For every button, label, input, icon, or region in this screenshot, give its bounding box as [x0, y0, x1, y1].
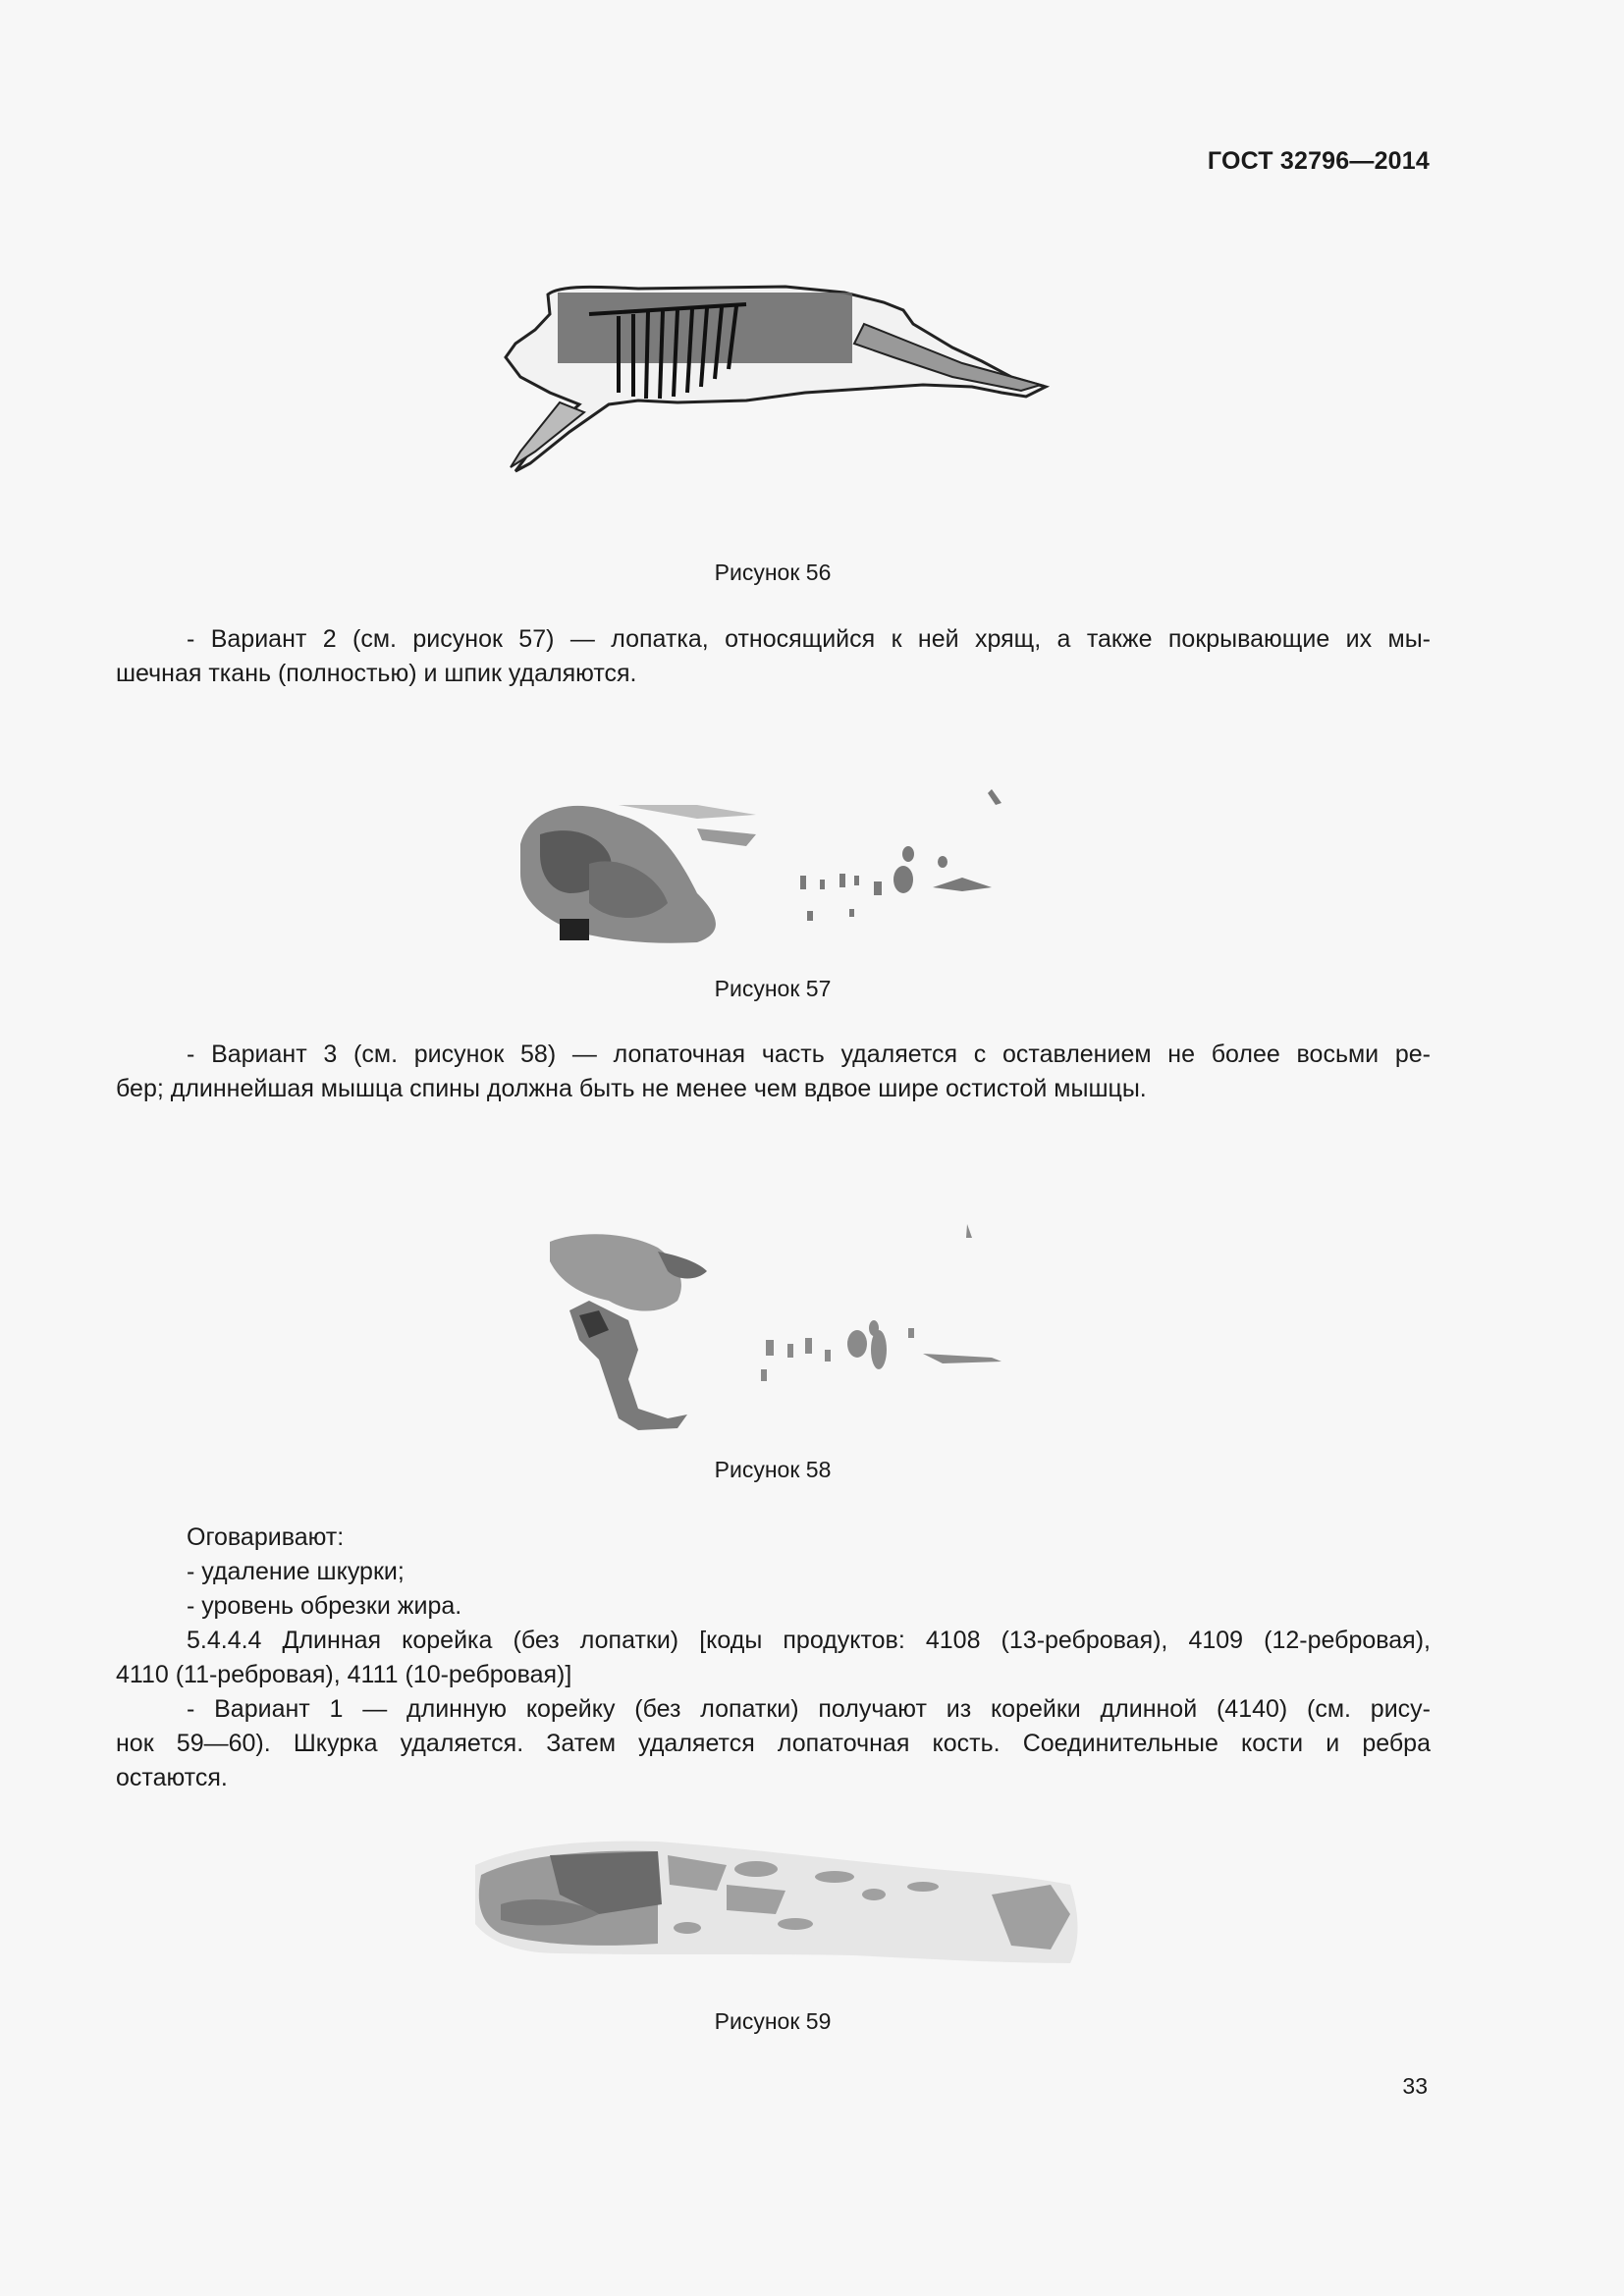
- figure-56-caption: Рисунок 56: [714, 560, 832, 585]
- figure-59-cut-image: [461, 1826, 1090, 1983]
- standard-header: ГОСТ 32796—2014: [1207, 147, 1430, 175]
- variant-1-line-3: остаются.: [116, 1764, 228, 1791]
- figure-57-cut-image: [501, 785, 1011, 952]
- page-number: 33: [1402, 2073, 1428, 2099]
- agreed-intro: Оговаривают:: [187, 1523, 345, 1551]
- variant-1-line-2: нок 59—60). Шкурка удаляется. Затем удаляется лопаточная кость. Соединительные кости и ребра: [116, 1730, 1431, 1757]
- figure-56-carcass-diagram: [491, 275, 1060, 481]
- section-5-4-4-4: [116, 1624, 1431, 1692]
- paragraph-variant-2: [116, 622, 1431, 691]
- variant-1-line-1: - Вариант 1 — длинную корейку (без лопатки) получают из корейки длинной (4140) (см. рису-: [187, 1695, 1431, 1723]
- figure-58-caption: Рисунок 58: [714, 1457, 832, 1482]
- variant-2-line-1: - Вариант 2 (см. рисунок 57) — лопатка, относящийся к ней хрящ, а также покрывающие их мы-: [187, 625, 1431, 653]
- variant-3-line-1: - Вариант 3 (см. рисунок 58) — лопаточная часть удаляется с оставлением не более восьми ре-: [187, 1041, 1431, 1068]
- paragraph-variant-1: [116, 1692, 1431, 1795]
- figure-59-caption: Рисунок 59: [714, 2008, 832, 2034]
- variant-3-line-2: бер; длиннейшая мышца спины должна быть не менее чем вдвое шире остистой мышцы.: [116, 1075, 1147, 1102]
- section-line-2: 4110 (11-ребровая), 4111 (10-ребровая)]: [116, 1661, 572, 1688]
- figure-57-caption: Рисунок 57: [714, 976, 832, 1001]
- paragraph-variant-3: [116, 1038, 1431, 1106]
- agreed-item-1: - удаление шкурки;: [187, 1558, 405, 1585]
- agreed-item-2: - уровень обрезки жира.: [187, 1592, 462, 1620]
- section-line-1: 5.4.4.4 Длинная корейка (без лопатки) [коды продуктов: 4108 (13-ребровая), 4109 (12-ребровая),: [187, 1627, 1431, 1654]
- variant-2-line-2: шечная ткань (полностью) и шпик удаляются.: [116, 660, 637, 687]
- figure-58-cut-image: [530, 1222, 1011, 1438]
